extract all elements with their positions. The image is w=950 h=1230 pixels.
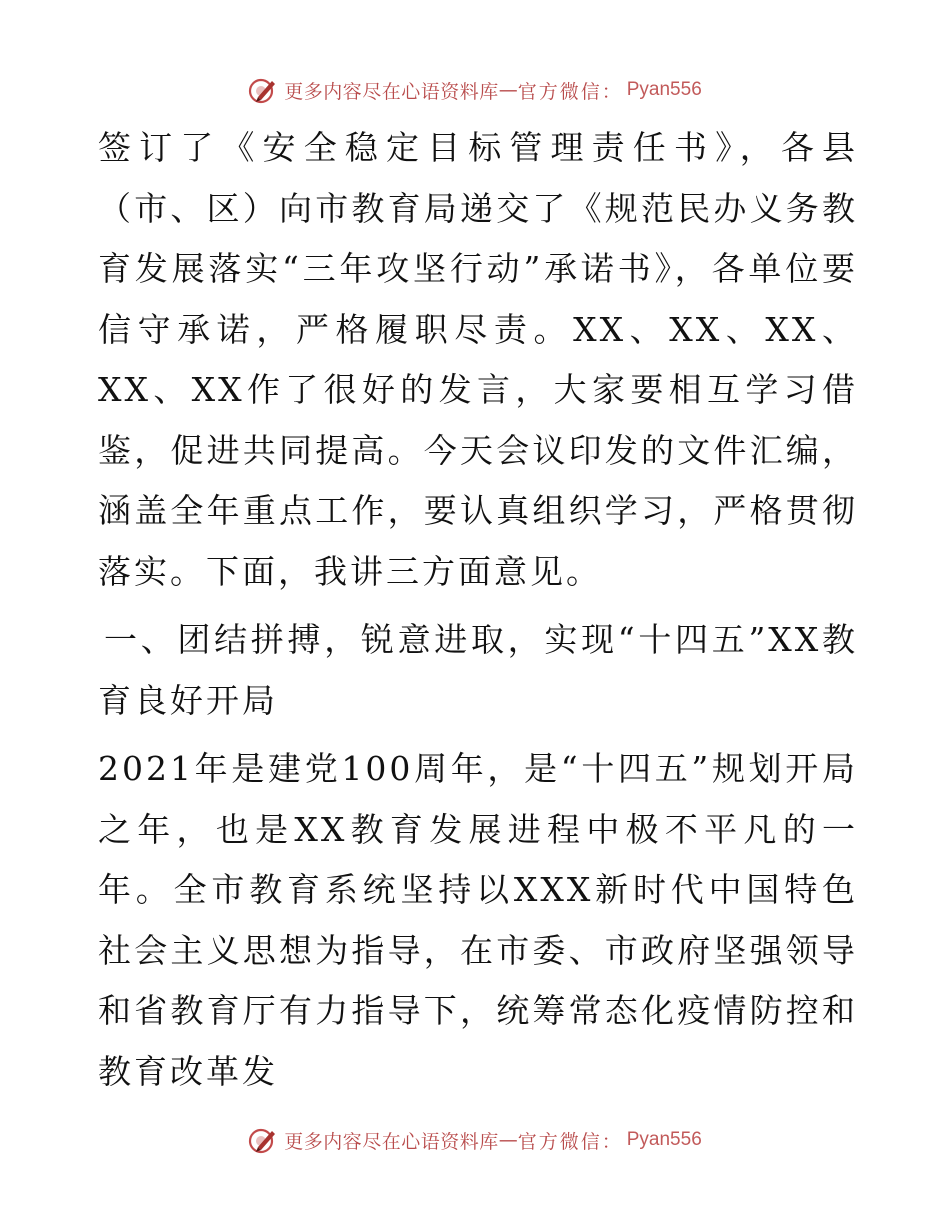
section-heading: 一、团结拼搏，锐意进取，实现“十四五”XX教育良好开局 xyxy=(98,620,858,720)
document-body xyxy=(98,118,858,1102)
pen-logo-icon xyxy=(248,75,278,105)
body-paragraph: 签订了《安全稳定目标管理责任书》，各县（市、区）向市教育局递交了《规范民办义务教育发展落实“三年攻坚行动”承诺书》，各单位要信守承诺，严格履职尽责。XX、XX、XX、XX、XX作了很好的发言，大家要相互学习借鉴，促进共同提高。今天会议印发的文件汇编，涵盖全年重点工作，要认真组织学习，严格贯彻落实。下面，我讲三方面意见。 xyxy=(98,128,858,591)
watermark-separator: — xyxy=(498,1129,518,1151)
watermark-text: 更多内容尽在心语资料库 xyxy=(284,1130,499,1153)
body-paragraph: 2021年是建党100周年，是“十四五”规划开局之年，也是XX教育发展进程中极不平凡的一年。全市教育系统坚持以XXX新时代中国特色社会主义思想为指导，在市委、市政府坚强领导和省教育厅有力指导下，统筹常态化疫情防控和教育改革发 xyxy=(98,749,858,1091)
header-watermark xyxy=(0,72,950,108)
pen-logo-icon xyxy=(248,1125,278,1155)
watermark-text: 更多内容尽在心语资料库 xyxy=(284,80,499,103)
footer-watermark xyxy=(0,1122,950,1158)
watermark-label: 官方微信： xyxy=(517,80,623,103)
watermark-separator: — xyxy=(498,79,518,101)
watermark-wechat-id: Pyan556 xyxy=(626,79,702,100)
watermark-wechat-id: Pyan556 xyxy=(626,1129,702,1150)
watermark-label: 官方微信： xyxy=(517,1130,623,1153)
